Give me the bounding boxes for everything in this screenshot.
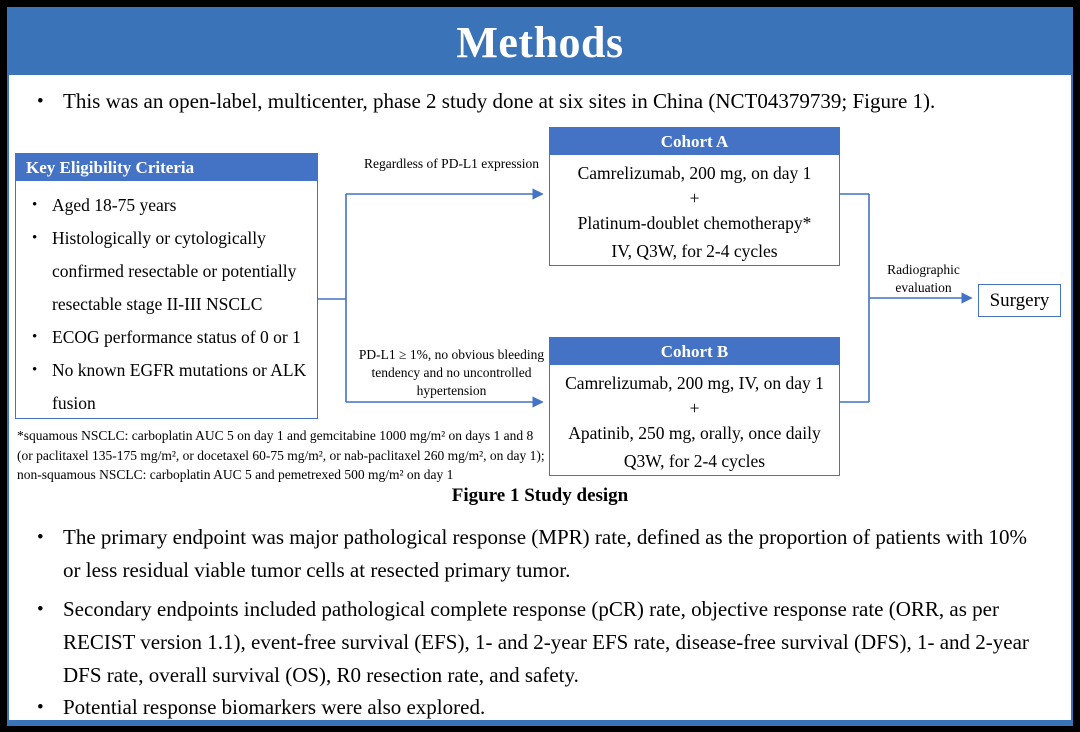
eligibility-item-mutations: • No known EGFR mutations or ALK fusion [26,354,311,420]
page-title: Methods [456,17,624,67]
cohort-b-schedule: Q3W, for 2-4 cycles [623,451,766,471]
cohort-a-plus: + [689,188,700,208]
eligibility-criteria-list [16,181,317,420]
title-bar [9,9,1071,75]
eligibility-item-histology: • Histologically or cytologically confirmed resectable or potentially resectable stage II-III NSCLC [26,222,311,321]
cohort-a-regimen [550,155,839,265]
cohort-a-drug2: Platinum-doublet chemotherapy* [577,213,812,233]
cohort-b-box [549,337,840,476]
study-overview-bullet: • This was an open-label, multicenter, phase 2 study done at six sites in China (NCT04379739; Figure 1). [31,85,1043,118]
cohort-a-box [549,127,840,266]
cohort-b-drug2: Apatinib, 250 mg, orally, once daily [568,423,821,443]
eligibility-item-ecog: • ECOG performance status of 0 or 1 [26,321,311,354]
primary-endpoint-bullet: • The primary endpoint was major pathological response (MPR) rate, defined as the proportion of patients with 10% or less residual viable tumor cells at resected primary tumor. [31,521,1043,587]
cohort-b-header: Cohort B [550,338,839,365]
biomarkers-bullet: • Potential response biomarkers were also explored. [31,691,1043,724]
radiographic-evaluation-label: Radiographic evaluation [887,262,960,295]
cohort-b-drug1: Camrelizumab, 200 mg, IV, on day 1 [565,373,824,393]
eligibility-item-age: • Aged 18-75 years [26,189,311,222]
surgery-label: Surgery [989,289,1050,311]
cohort-a-drug1: Camrelizumab, 200 mg, on day 1 [577,163,812,183]
surgery-box [978,284,1061,317]
secondary-endpoints-bullet: • Secondary endpoints included pathological complete response (pCR) rate, objective response rate (ORR, as per RECIST version 1.1), event-free survival (EFS), 1- and 2-year EFS rate, disease-free survival (DFS), 1- and 2-year DFS rate, overall survival (OS), R0 resection rate, and safety. [31,593,1043,692]
cohort-b-arrow-label: PD-L1 ≥ 1%, no obvious bleeding tendency and no uncontrolled hypertension [358,347,545,398]
eligibility-criteria-box [15,153,318,419]
eligibility-criteria-header: Key Eligibility Criteria [16,154,317,181]
cohort-b-plus: + [689,398,700,418]
cohort-b-regimen [550,365,839,475]
chemotherapy-footnote: *squamous NSCLC: carboplatin AUC 5 on day 1 and gemcitabine 1000 mg/m² on days 1 and 8 (or paclitaxel 135-175 mg/m², or docetaxel 60-75 mg/m², or nab-paclitaxel 260 mg/m², on day 1); non-squamous NSCLC: carboplatin AUC 5 and pemetrexed 500 mg/m² on day 1 [17,428,545,482]
cohort-a-schedule: IV, Q3W, for 2-4 cycles [611,241,778,261]
cohort-a-header: Cohort A [550,128,839,155]
cohort-a-arrow-label: Regardless of PD-L1 expression [363,156,540,171]
figure-caption: Figure 1 Study design [451,485,629,506]
slide [7,7,1073,726]
slide-content [9,75,1071,720]
